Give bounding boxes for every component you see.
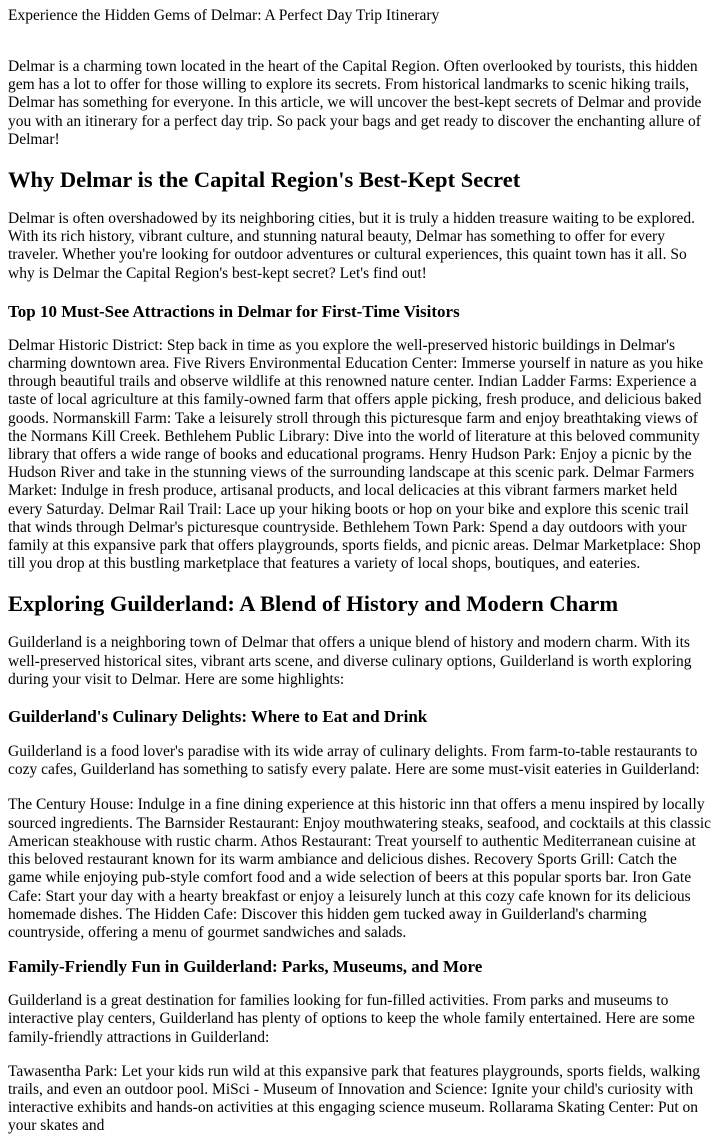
page-title: Experience the Hidden Gems of Delmar: A Perfect Day Trip Itinerary — [8, 7, 440, 24]
heading-culinary-delights: Guilderland's Culinary Delights: Where to Eat and Drink — [8, 707, 428, 727]
heading-top-attractions: Top 10 Must-See Attractions in Delmar for First-Time Visitors — [8, 301, 460, 321]
paragraph-top-attractions: Delmar Historic District: Step back in time as you explore the well-preserved historic buildings in Delmar's charming downtown area. Five Rivers Environmental Education Center: Immerse yourself in nature as you hike through beautiful trails and observe wildlife at this renowned nature center. Indian Ladder Farms: Experience a taste of local agriculture at this family-owned farm that offers apple picking, fresh produce, and delicious baked goods. Normanskill Farm: Take a leisurely stroll through this picturesque farm and enjoy breathtaking views of the Normans Kill Creek. Bethlehem Public Library: Dive into the world of literature at this beloved community library that offers a wide range of books and educational programs. Henry Hudson Park: Enjoy a picnic by the Hudson River and take in the stunning views of the surrounding landscape at this scenic park. Delmar Farmers Market: Indulge in fresh produce, artisanal products, and local delicacies at this vibrant farmers market held every Saturday. Delmar Rail Trail: Lace up your hiking boots or hop on your bike and explore this scenic trail that winds through Delmar's picturesque countryside. Bethlehem Town Park: Spend a day outdoors with your family at this expansive park that offers playgrounds, sports fields, and picnic areas. Delmar Marketplace: Shop till you drop at this bustling marketplace that features a variety of local shops, boutiques, and eateries. — [8, 336, 704, 573]
paragraph-culinary-eateries: The Century House: Indulge in a fine dining experience at this historic inn that offers a menu inspired by locally sourced ingredients. The Barnsider Restaurant: Enjoy mouthwatering steaks, seafood, and cocktails at this classic American steakhouse with rustic charm. Athos Restaurant: Treat yourself to authentic Mediterranean cuisine at this beloved restaurant known for its warm ambiance and delicious dishes. Recovery Sports Grill: Catch the game while enjoying pub-style comfort food and a wide selection of beers at this popular sports bar. Iron Gate Cafe: Start your day with a hearty breakfast or enjoy a leisurely lunch at this cozy cafe known for its delicious homemade dishes. The Hidden Cafe: Discover this hidden gem tucked away in Guilderland's charming countryside, offering a menu of gourmet sandwiches and salads. — [8, 796, 712, 941]
intro-paragraph: Delmar is a charming town located in the heart of the Capital Region. Often overlooked by tourists, this hidden gem has a lot to offer for those willing to explore its secrets. From historical landmarks to scenic hiking trails, Delmar has something for everyone. In this article, we will uncover the best-kept secrets of Delmar and provide you with an itinerary for a perfect day trip. So pack your bags and get ready to discover the enchanting allure of Delmar! — [8, 58, 702, 148]
article — [0, 7, 720, 1136]
heading-why-delmar: Why Delmar is the Capital Region's Best-Kept Secret — [8, 167, 521, 193]
paragraph-exploring-guilderland: Guilderland is a neighboring town of Delmar that offers a unique blend of history and modern charm. With its well-preserved historical sites, vibrant arts scene, and diverse culinary options, Guilderland is worth exploring during your visit to Delmar. Here are some highlights: — [8, 634, 692, 688]
paragraph-family-attractions: Tawasentha Park: Let your kids run wild at this expansive park that features playgrounds, sports fields, walking trails, and even an outdoor pool. MiSci - Museum of Innovation and Science: Ignite your child's curiosity with interactive exhibits and hands-on activities at this engaging science museum. Rollarama Skating Center: Put on your skates and — [8, 1062, 700, 1135]
heading-exploring-guilderland: Exploring Guilderland: A Blend of History and Modern Charm — [8, 591, 619, 617]
heading-family-fun: Family-Friendly Fun in Guilderland: Parks, Museums, and More — [8, 957, 483, 977]
paragraph-culinary-intro: Guilderland is a food lover's paradise with its wide array of culinary delights. From farm-to-table restaurants to cozy cafes, Guilderland has something to satisfy every palate. Here are some must-visit eateries in Guilderland: — [8, 743, 700, 779]
paragraph-why-delmar: Delmar is often overshadowed by its neighboring cities, but it is truly a hidden treasure waiting to be explored. With its rich history, vibrant culture, and stunning natural beauty, Delmar has something to offer for every traveler. Whether you're looking for outdoor adventures or cultural experiences, this quaint town has it all. So why is Delmar the Capital Region's best-kept secret? Let's find out! — [8, 210, 696, 282]
paragraph-family-intro: Guilderland is a great destination for families looking for fun-filled activities. From parks and museums to interactive play centers, Guilderland has plenty of options to keep the whole family entertained. Here are some family-friendly attractions in Guilderland: — [8, 992, 695, 1046]
